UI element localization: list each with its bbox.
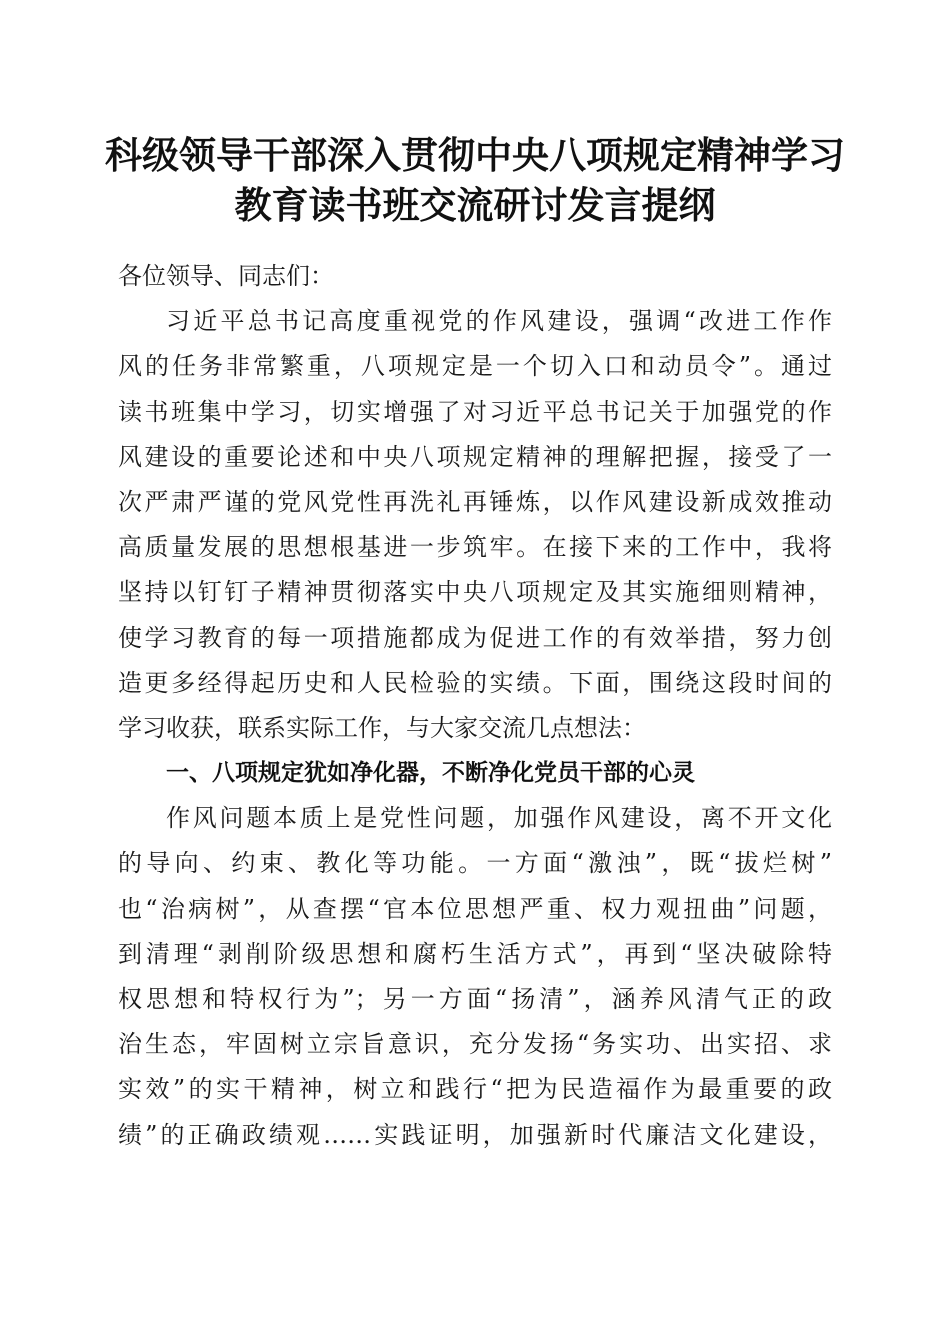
paragraph-line: 实效”的实干精神，树立和践行“把为民造福作为最重要的政: [118, 1075, 832, 1104]
paragraph-line: 学习收获，联系实际工作，与大家交流几点想法：: [118, 713, 646, 742]
title-line-2: 教育读书班交流研讨发言提纲: [234, 183, 716, 227]
paragraph-line: 高质量发展的思想根基进一步筑牢。在接下来的工作中，我将: [118, 533, 832, 562]
salutation: 各位领导、同志们：: [118, 262, 334, 290]
paragraph-line: 治生态，牢固树立宗旨意识，充分发扬“务实功、出实招、求: [118, 1030, 832, 1059]
paragraph-line: 风的任务非常繁重，八项规定是一个切入口和动员令”。通过: [118, 352, 832, 381]
paragraph-line: 风建设的重要论述和中央八项规定精神的理解把握，接受了一: [118, 442, 832, 471]
paragraph-line: 绩”的正确政绩观……实践证明，加强新时代廉洁文化建设，: [118, 1120, 832, 1149]
paragraph-line: 权思想和特权行为”；另一方面“扬清”，涵养风清气正的政: [118, 985, 832, 1013]
paragraph-line: 坚持以钉钉子精神贯彻落实中央八项规定及其实施细则精神，: [118, 578, 832, 607]
section-1-heading: 一、八项规定犹如净化器，不断净化党员干部的心灵: [166, 760, 695, 787]
paragraph-line: 也“治病树”，从查摆“官本位思想严重、权力观扭曲”问题，: [118, 894, 832, 923]
paragraph-line: 作风问题本质上是党性问题，加强作风建设，离不开文化: [166, 804, 832, 833]
paragraph-line: 读书班集中学习，切实增强了对习近平总书记关于加强党的作: [118, 397, 832, 426]
document-title: [100, 130, 850, 230]
paragraph-line: 到清理“剥削阶级思想和腐朽生活方式”，再到“坚决破除特: [118, 939, 832, 968]
paragraph-line: 次严肃严谨的党风党性再洗礼再锤炼，以作风建设新成效推动: [118, 487, 832, 516]
paragraph-line: 造更多经得起历史和人民检验的实绩。下面，围绕这段时间的: [118, 668, 832, 697]
paragraph-line: 的导向、约束、教化等功能。一方面“激浊”，既“拔烂树”: [118, 849, 832, 878]
paragraph-1: [118, 299, 832, 751]
title-line-1: 科级领导干部深入贯彻中央八项规定精神学习: [105, 133, 845, 177]
paragraph-line: 习近平总书记高度重视党的作风建设，强调“改进工作作: [166, 307, 832, 336]
paragraph-line: 使学习教育的每一项措施都成为促进工作的有效举措，努力创: [118, 623, 832, 652]
document-body: [118, 254, 832, 1158]
paragraph-2: [118, 796, 832, 1158]
